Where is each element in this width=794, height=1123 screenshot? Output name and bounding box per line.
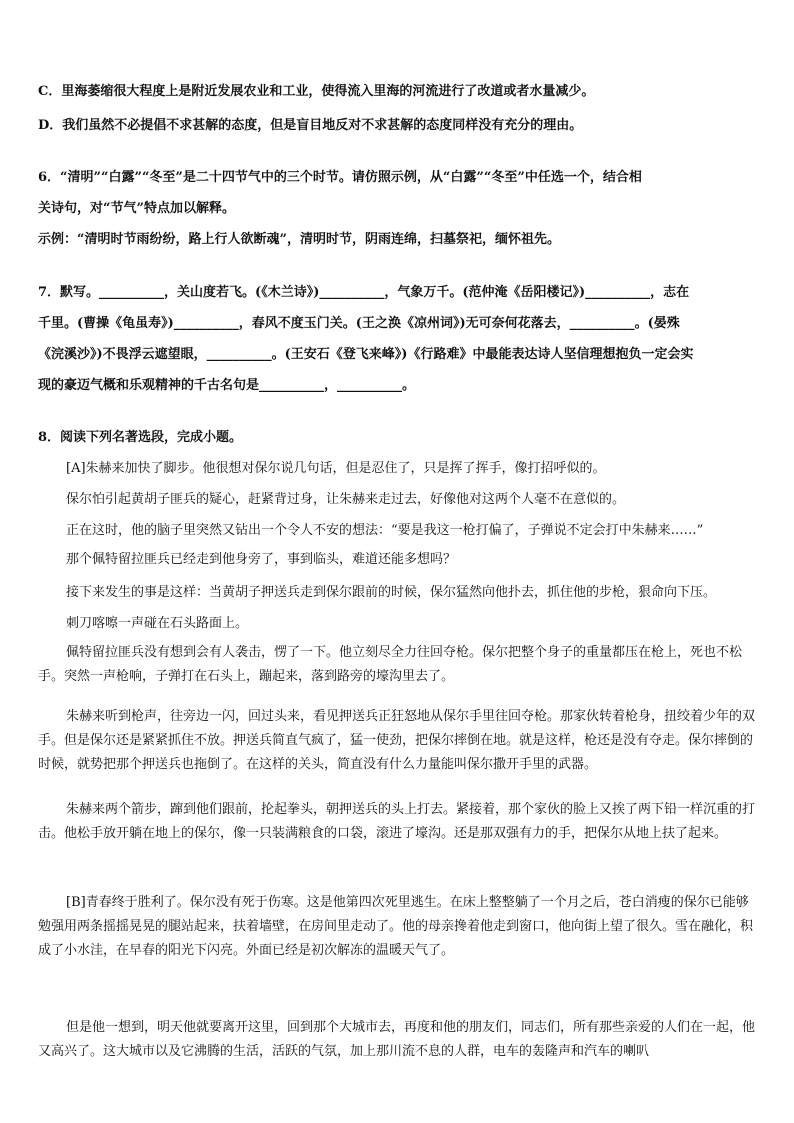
q7-line1: 7．默写。__________，关山度若飞。(《木兰诗》)__________，气象万千。(范仲淹《岳阳楼记》)__________，志在 [38, 285, 690, 300]
q6-prompt-line1: 6．“清明”“白露”“冬至”是二十四节气中的三个时节。请仿照示例，从“白露”“冬至”中任选一个，结合相 [38, 170, 642, 185]
q5-option-d: D．我们虽然不必提倡不求甚解的态度，但是盲目地反对不求甚解的态度同样没有充分的理由。 [38, 118, 583, 133]
excerpt-a-para8: 朱赫来两个箭步，蹿到他们跟前，抡起拳头，朝押送兵的头上打去。紧接着，那个家伙的脸上又挨了两下铅一样沉重的打击。他松手放开躺在地上的保尔，像一只装满粮食的口袋，滚进了壕沟。还是那双强有力的手，把保尔从地上扶了起来。 [38, 802, 756, 841]
q6-example: 示例：“清明时节雨纷纷，路上行人欲断魂”，清明时节，阴雨连绵，扫墓祭祀，缅怀祖先。 [38, 232, 560, 247]
q7-line2: 千里。(曹操《龟虽寿》)__________，春风不度玉门关。(王之涣《凉州词》)无可奈何花落去，__________。(晏殊 [38, 316, 680, 331]
q7-line3: 《浣溪沙》)不畏浮云遮望眼，__________。(王安石《登飞来峰》)《行路难》中最能表达诗人坚信理想抱负一定会实 [38, 347, 694, 362]
excerpt-b-para2: 但是他一想到，明天他就要离开这里，回到那个大城市去，再度和他的朋友们，同志们，所有那些亲爱的人们在一起，他又高兴了。这大城市以及它沸腾的生活，活跃的气氛，加上那川流不息的人群，电车的轰隆声和汽车的喇叭 [38, 1020, 756, 1059]
excerpt-a-para1: [A]朱赫来加快了脚步。他很想对保尔说几句话，但是忍住了，只是挥了挥手，像打招呼似的。 [66, 461, 606, 476]
excerpt-a-para3a: 正在这时，他的脑子里突然又钻出一个令人不安的想法：“要是我这一枪打偏了，子弹说不定会打中朱赫来……” [66, 523, 704, 538]
excerpt-a-para6: 佩特留拉匪兵没有想到会有人袭击，愣了一下。他立刻尽全力往回夺枪。保尔把整个身子的重量都压在枪上，死也不松手。突然一声枪响，子弹打在石头上，蹦起来，落到路旁的壕沟里去了。 [38, 645, 743, 684]
excerpt-a-para2: 保尔怕引起黄胡子匪兵的疑心，赶紧背过身，让朱赫来走过去，好像他对这两个人毫不在意似的。 [66, 492, 626, 507]
q5-option-c: C．里海萎缩很大程度上是附近发展农业和工业，使得流入里海的河流进行了改道或者水量减少。 [38, 84, 595, 99]
excerpt-a-para3b: 那个佩特留拉匪兵已经走到他身旁了，事到临头，难道还能多想吗？ [66, 552, 457, 567]
q7-line4: 现的豪迈气概和乐观精神的千古名句是__________，__________。 [38, 378, 416, 393]
q6-prompt-line2: 关诗句，对“节气”特点加以解释。 [38, 201, 235, 216]
q8-title: 8．阅读下列名著选段，完成小题。 [38, 430, 243, 445]
excerpt-b-para1: [B]青春终于胜利了。保尔没有死于伤寒。这是他第四次死里逃生。在床上整整躺了一个月之后，苍白消瘦的保尔已能够勉强用两条摇摇晃晃的腿站起来，扶着墙壁，在房间里走动了。他的母亲搀着他走到窗口，他向街上望了很久。雪在融化，积成了小水洼，在早春的阳光下闪亮。外面已经是初次解冻的温暖天气了。 [38, 895, 754, 958]
excerpt-a-para7: 朱赫来听到枪声，往旁边一闪，回过头来，看见押送兵正狂怒地从保尔手里往回夺枪。那家伙转着枪身，扭绞着少年的双手。但是保尔还是紧紧抓住不放。押送兵简直气疯了，猛一使劲，把保尔摔倒在地。就是这样，枪还是没有夺走。保尔摔倒的时候，就势把那个押送兵也拖倒了。在这样的关头，简直没有什么力量能叫保尔撒开手里的武器。 [38, 709, 756, 772]
excerpt-a-para4: 接下来发生的事是这样：当黄胡子押送兵走到保尔跟前的时候，保尔猛然向他扑去，抓住他的步枪，狠命向下压。 [66, 585, 717, 600]
excerpt-a-para5: 刺刀喀嚓一声碰在石头路面上。 [66, 616, 249, 631]
